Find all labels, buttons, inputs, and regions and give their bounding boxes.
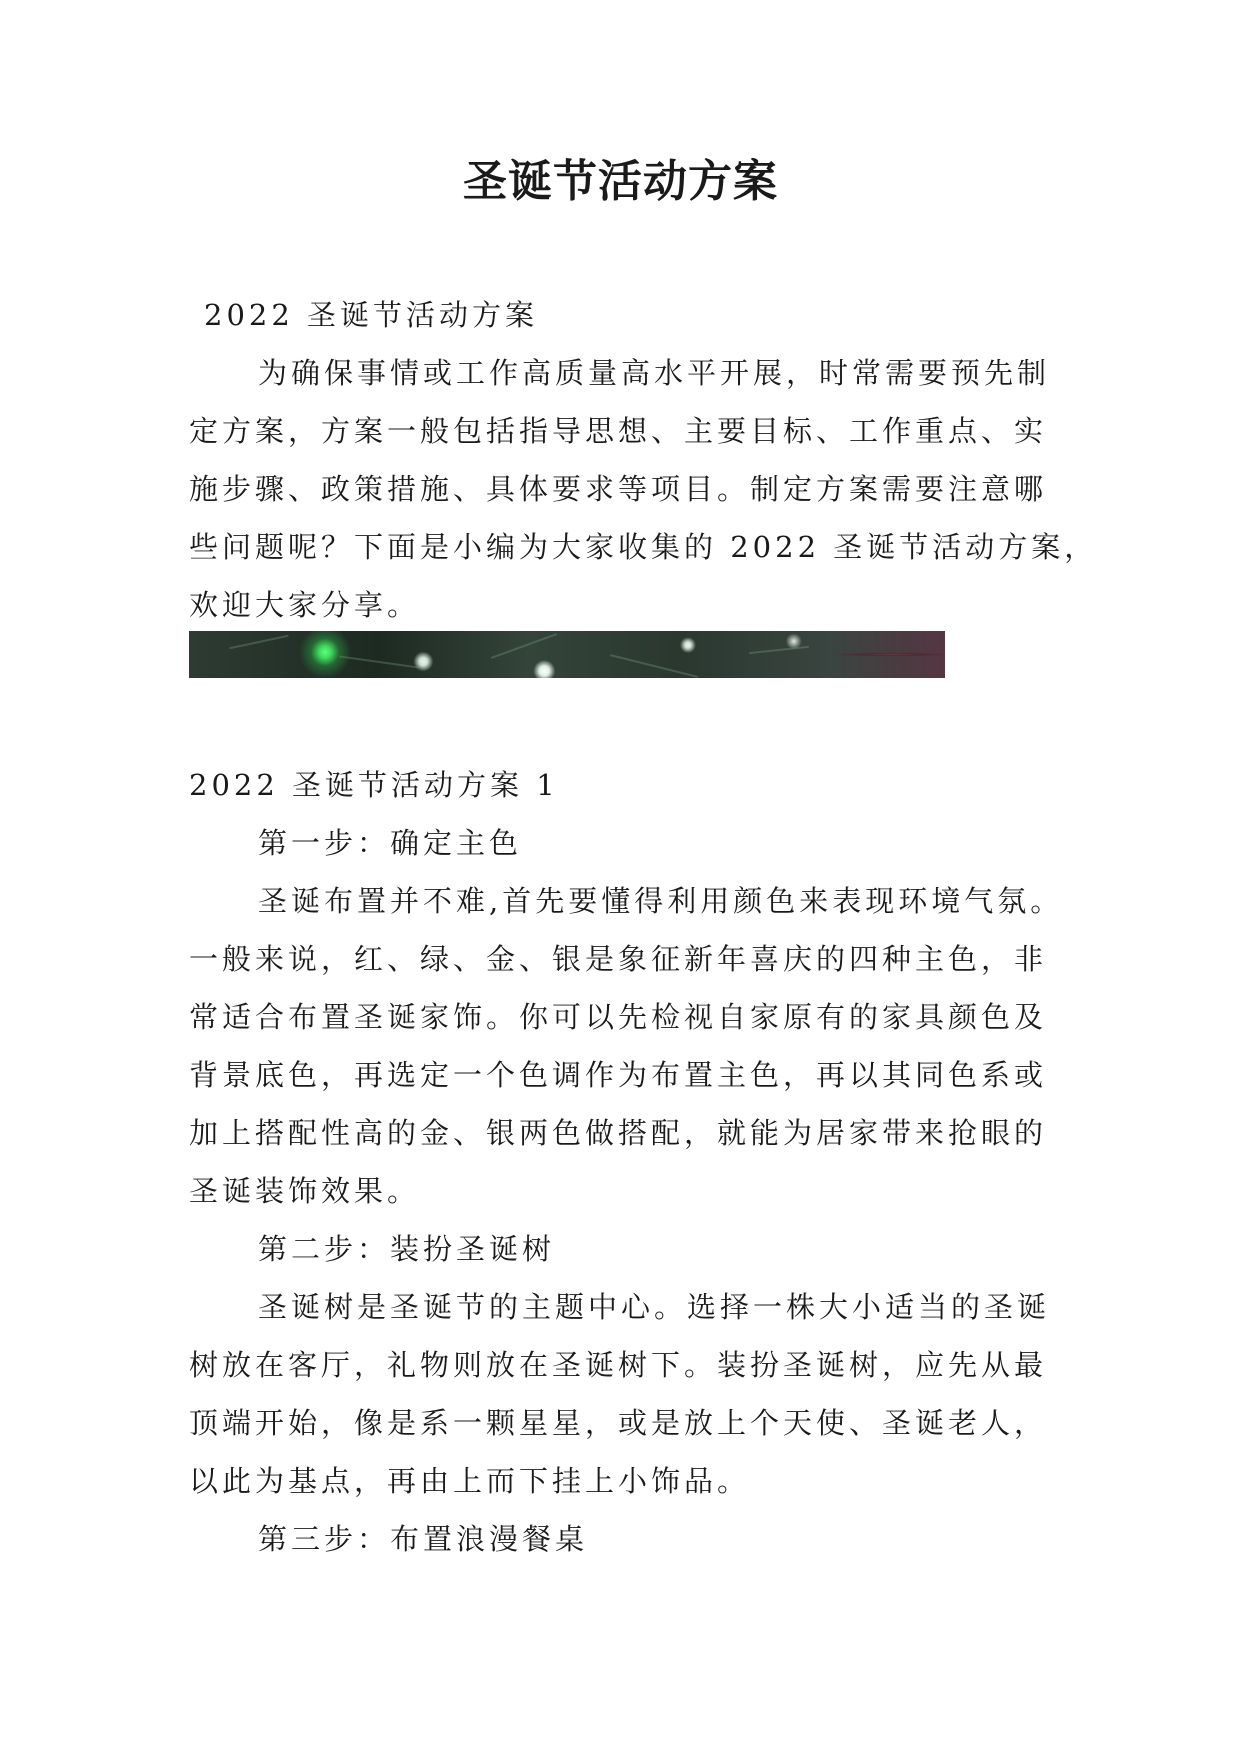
- step-2-line: 顶端开始，像是系一颗星星，或是放上个天使、圣诞老人，: [189, 1406, 1048, 1440]
- step-2-heading: 第二步：装扮圣诞树: [258, 1232, 556, 1266]
- intro-line: 欢迎大家分享。: [189, 588, 421, 622]
- step-1-line: 圣诞装饰效果。: [189, 1174, 421, 1208]
- step-3-heading: 第三步：布置浪漫餐桌: [258, 1522, 589, 1556]
- christmas-tree-photo: [189, 631, 945, 678]
- step-2-line: 圣诞树是圣诞节的主题中心。选择一株大小适当的圣诞: [258, 1290, 1051, 1324]
- step-1-line: 背景底色，再选定一个色调作为布置主色，再以其同色系或: [189, 1058, 1048, 1092]
- step-1-line: 一般来说，红、绿、金、银是象征新年喜庆的四种主色，非: [189, 942, 1048, 976]
- section-heading: 2022 圣诞节活动方案 1: [189, 768, 559, 802]
- step-1-line: 常适合布置圣诞家饰。你可以先检视自家原有的家具颜色及: [189, 1000, 1048, 1034]
- step-2-line: 以此为基点，再由上而下挂上小饰品。: [189, 1464, 751, 1498]
- step-1-line: 圣诞布置并不难,首先要懂得利用颜色来表现环境气氛。: [258, 884, 1064, 918]
- intro-line: 定方案，方案一般包括指导思想、主要目标、工作重点、实: [189, 414, 1048, 448]
- section-1: [189, 756, 1069, 1568]
- intro-line: 为确保事情或工作高质量高水平开展，时常需要预先制: [258, 356, 1051, 390]
- page-title: 圣诞节活动方案: [463, 156, 778, 207]
- step-2-line: 树放在客厅，礼物则放在圣诞树下。装扮圣诞树，应先从最: [189, 1348, 1048, 1382]
- intro-line: 施步骤、政策措施、具体要求等项目。制定方案需要注意哪: [189, 472, 1048, 506]
- step-1-heading: 第一步：确定主色: [258, 826, 523, 860]
- intro-block: [189, 286, 1098, 634]
- step-1-line: 加上搭配性高的金、银两色做搭配，就能为居家带来抢眼的: [189, 1116, 1048, 1150]
- document-subtitle: 2022 圣诞节活动方案: [204, 298, 539, 332]
- intro-line: 些问题呢？下面是小编为大家收集的 2022 圣诞节活动方案，: [189, 530, 1098, 564]
